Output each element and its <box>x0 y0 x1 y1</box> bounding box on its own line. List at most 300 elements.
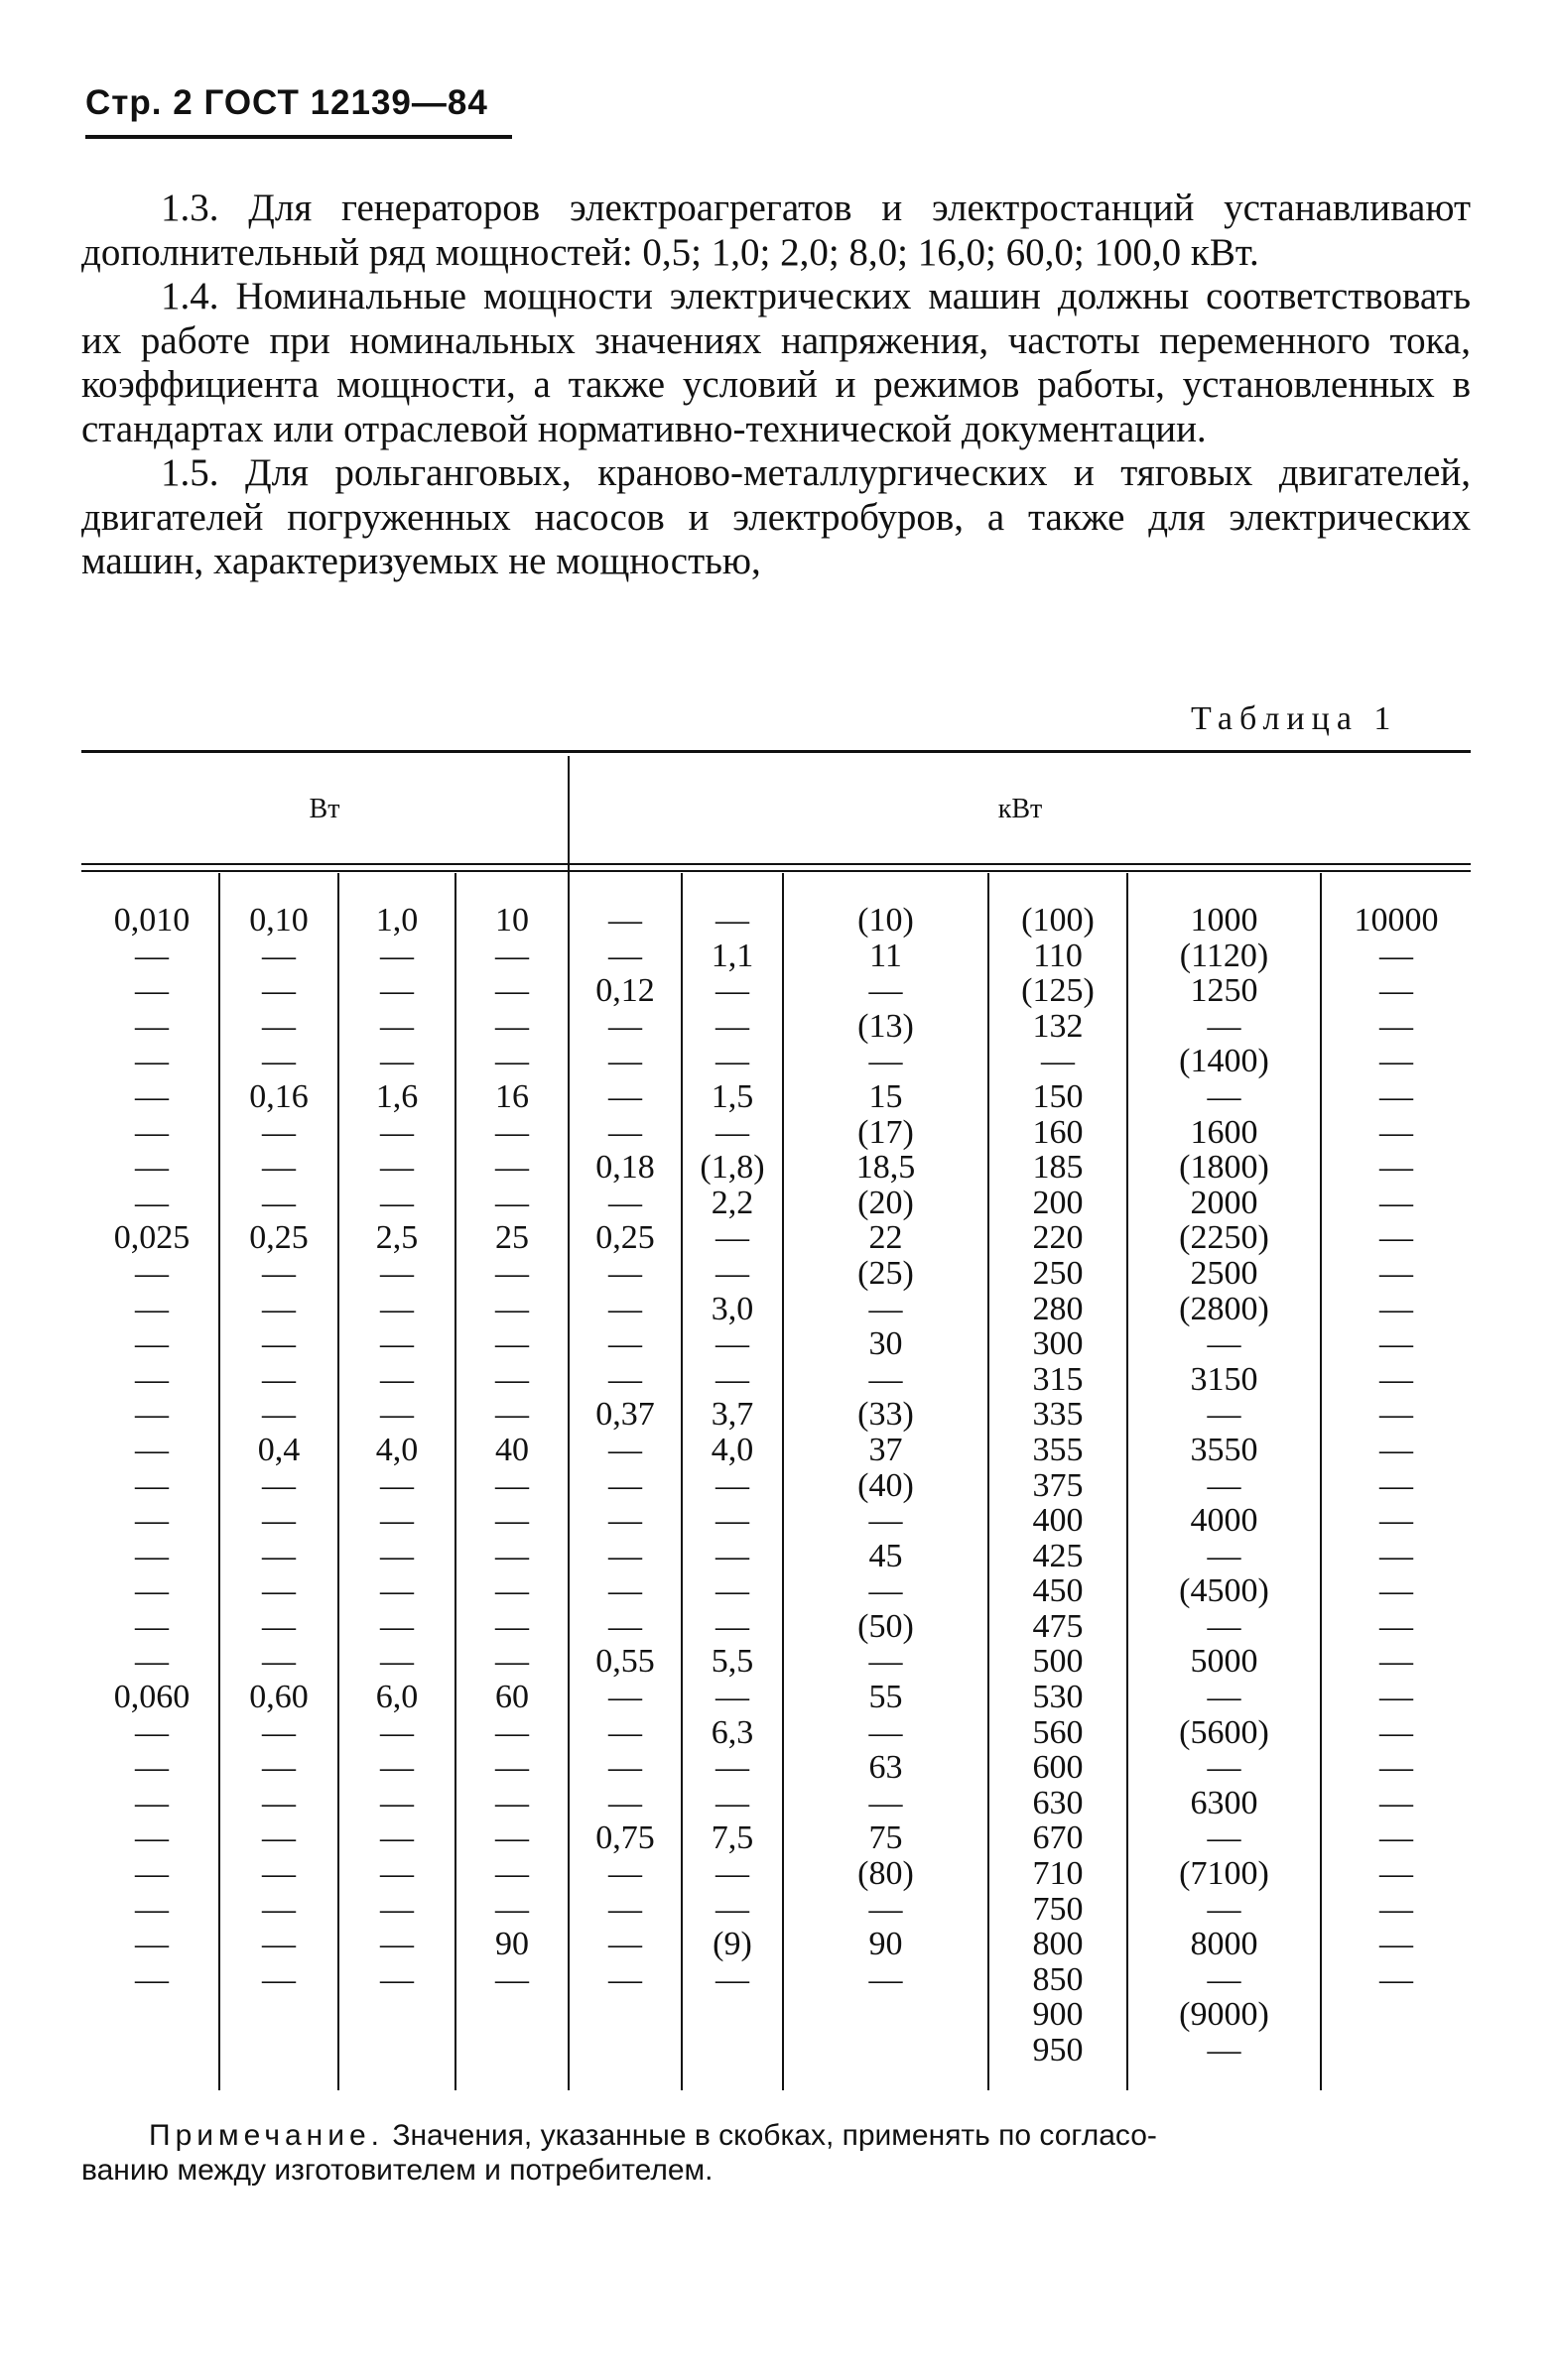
table-cell: — <box>262 1360 296 1398</box>
table-cell: — <box>380 1043 414 1080</box>
table-cell: — <box>608 1855 642 1893</box>
table-top-rule <box>81 750 1471 753</box>
table-cell: — <box>1379 1219 1413 1257</box>
table-cell: 3150 <box>1190 1360 1258 1398</box>
table-cell: — <box>495 1502 529 1540</box>
table-cell: 4000 <box>1190 1502 1258 1540</box>
table-cell: — <box>495 1713 529 1751</box>
table-cell: — <box>135 1713 169 1751</box>
table-cell: — <box>608 1502 642 1540</box>
table-cell: 0,25 <box>249 1219 309 1257</box>
table-cell: — <box>1207 1749 1241 1787</box>
table-cell: 132 <box>1032 1007 1084 1045</box>
note-text: Значения, указанные в скобках, применять по согласо- <box>392 2119 1157 2152</box>
table-cell: — <box>868 1713 903 1751</box>
table-cell: — <box>495 1643 529 1681</box>
table-cell: (1400) <box>1179 1043 1269 1080</box>
table-cell: — <box>495 1537 529 1574</box>
table-cell: 0,75 <box>595 1819 655 1857</box>
table-cell: — <box>608 937 642 974</box>
table-cell: — <box>715 1784 749 1821</box>
table-cell: — <box>262 1290 296 1327</box>
table-cell: — <box>262 1396 296 1434</box>
table-cell: — <box>868 1502 903 1540</box>
table-cell: (33) <box>857 1396 914 1434</box>
table-cell: — <box>715 1749 749 1787</box>
table-cell: 335 <box>1032 1396 1084 1434</box>
table-column-2 <box>220 903 337 1997</box>
header-rule <box>85 135 512 139</box>
table-cell: (1,8) <box>700 1149 765 1187</box>
table-cell: — <box>380 1007 414 1045</box>
table-cell: (125) <box>1021 972 1095 1010</box>
table-cell: (9000) <box>1179 1996 1269 2034</box>
table-cell: — <box>495 1960 529 1998</box>
table-cell: — <box>495 1360 529 1398</box>
body-text <box>81 187 1471 584</box>
table-column-1 <box>85 903 218 1997</box>
table-cell: 2000 <box>1190 1184 1258 1221</box>
table-cell: — <box>1379 1149 1413 1187</box>
table-cell: 160 <box>1032 1113 1084 1151</box>
table-cell: — <box>380 1466 414 1504</box>
table-cell: — <box>608 1679 642 1716</box>
table-cell: — <box>135 1607 169 1645</box>
table-cell: — <box>135 1007 169 1045</box>
table-cell: 0,37 <box>595 1396 655 1434</box>
table-cell: — <box>495 1254 529 1292</box>
table-cell: 8000 <box>1190 1926 1258 1963</box>
table-cell: — <box>715 1360 749 1398</box>
table-cell: — <box>868 1960 903 1998</box>
table-cell: — <box>380 1713 414 1751</box>
table-cell: — <box>380 937 414 974</box>
table-cell: (1800) <box>1179 1149 1269 1187</box>
table-cell: (10) <box>857 902 914 939</box>
table-cell: — <box>1379 1184 1413 1221</box>
table-cell: — <box>380 1643 414 1681</box>
table-cell: — <box>135 1077 169 1115</box>
table-cell: — <box>380 1360 414 1398</box>
table-cell: — <box>608 1749 642 1787</box>
table-cell: — <box>262 1113 296 1151</box>
table-cell: — <box>868 1572 903 1610</box>
table-column-4 <box>456 903 568 1997</box>
table-column-6 <box>683 903 782 1997</box>
table-cell: — <box>495 1572 529 1610</box>
table-cell: — <box>380 1113 414 1151</box>
table-cell: — <box>608 1431 642 1468</box>
table-cell: — <box>495 1290 529 1327</box>
table-cell: — <box>135 1290 169 1327</box>
table-cell: — <box>715 1855 749 1893</box>
table-cell: — <box>262 1184 296 1221</box>
table-cell: (13) <box>857 1007 914 1045</box>
table-cell: 7,5 <box>711 1819 754 1857</box>
table-cell: — <box>495 1890 529 1928</box>
table-cell: 0,55 <box>595 1643 655 1681</box>
table-cell: — <box>380 1184 414 1221</box>
table-cell: — <box>262 1149 296 1187</box>
table-cell: (1120) <box>1179 937 1269 974</box>
table-cell: 750 <box>1032 1890 1084 1928</box>
table-cell: — <box>495 1149 529 1187</box>
table-cell: — <box>262 1784 296 1821</box>
table-cell: — <box>1379 1396 1413 1434</box>
table-cell: 3550 <box>1190 1431 1258 1468</box>
table-cell: — <box>715 1502 749 1540</box>
table-cell: — <box>868 1643 903 1681</box>
table-cell: — <box>262 1960 296 1998</box>
page-label: Стр. 2 <box>85 83 194 122</box>
table-cell: 6,0 <box>375 1679 419 1716</box>
table-cell: — <box>135 1926 169 1963</box>
standard-number: ГОСТ 12139—84 <box>203 83 488 122</box>
table-cell: — <box>380 1960 414 1998</box>
table-cell: 1250 <box>1190 972 1258 1010</box>
table-cell: — <box>380 1572 414 1610</box>
table-cell: 0,18 <box>595 1149 655 1187</box>
table-cell: 710 <box>1032 1855 1084 1893</box>
table-cell: — <box>1207 1960 1241 1998</box>
table-cell: — <box>495 1855 529 1893</box>
table-cell: — <box>715 1043 749 1080</box>
page-header <box>85 83 488 123</box>
table-cell: — <box>1379 1043 1413 1080</box>
table-cell: — <box>495 1043 529 1080</box>
table-cell: — <box>1379 1960 1413 1998</box>
table-cell: — <box>495 1184 529 1221</box>
table-cell: 1,5 <box>711 1077 754 1115</box>
table-cell: 0,025 <box>113 1219 191 1257</box>
table-cell: — <box>608 1360 642 1398</box>
table-column-7 <box>784 903 987 1997</box>
table-cell: — <box>1379 1502 1413 1540</box>
table-cell: — <box>868 1043 903 1080</box>
table-cell: — <box>1379 1007 1413 1045</box>
table-cell: — <box>715 972 749 1010</box>
table-cell: — <box>608 1607 642 1645</box>
table-cell: — <box>608 902 642 939</box>
table-cell: 0,25 <box>595 1219 655 1257</box>
table-cell: — <box>1207 2032 1241 2068</box>
table-cell: — <box>380 1396 414 1434</box>
table-cell: 63 <box>868 1749 903 1787</box>
table-cell: 6300 <box>1190 1784 1258 1821</box>
table-cell: — <box>1207 1396 1241 1434</box>
table-cell: — <box>380 1149 414 1187</box>
table-cell: — <box>380 1749 414 1787</box>
table-cell: — <box>262 1749 296 1787</box>
table-cell: — <box>380 1819 414 1857</box>
table-cell: 500 <box>1032 1643 1084 1681</box>
table-cell: 22 <box>868 1219 903 1257</box>
table-cell: — <box>135 1502 169 1540</box>
table-cell: — <box>135 937 169 974</box>
table-cell: — <box>608 1254 642 1292</box>
table-cell: 355 <box>1032 1431 1084 1468</box>
table-column-5 <box>570 903 681 1997</box>
table-cell: — <box>715 1607 749 1645</box>
table-cell: — <box>495 1466 529 1504</box>
header-watts: Вт <box>309 794 340 824</box>
table-cell: — <box>608 1290 642 1327</box>
table-cell: 0,4 <box>257 1431 301 1468</box>
table-cell: — <box>380 1537 414 1574</box>
table-column-9 <box>1128 903 1320 2068</box>
table-cell: — <box>1041 1043 1075 1080</box>
table-cell: — <box>135 1043 169 1080</box>
table-cell: 2,5 <box>375 1219 419 1257</box>
table-cell: 11 <box>869 937 902 974</box>
table-cell: — <box>868 1360 903 1398</box>
table-cell: — <box>262 1713 296 1751</box>
table-cell: 5000 <box>1190 1643 1258 1681</box>
table-cell: 185 <box>1032 1149 1084 1187</box>
table-cell: (100) <box>1021 902 1095 939</box>
table-cell: 400 <box>1032 1502 1084 1540</box>
table-cell: — <box>1379 1360 1413 1398</box>
table-cell: — <box>1379 937 1413 974</box>
table-cell: — <box>135 972 169 1010</box>
table-cell: — <box>262 1007 296 1045</box>
table-cell: — <box>1379 1855 1413 1893</box>
table-cell: (7100) <box>1179 1855 1269 1893</box>
table-cell: — <box>495 1607 529 1645</box>
table-cell: — <box>262 1325 296 1363</box>
table-cell: — <box>135 1149 169 1187</box>
table-cell: 16 <box>495 1077 529 1115</box>
table-cell: — <box>608 1713 642 1751</box>
table-cell: 315 <box>1032 1360 1084 1398</box>
table-cell: — <box>135 1855 169 1893</box>
table-cell: 45 <box>868 1537 903 1574</box>
table-cell: — <box>380 1607 414 1645</box>
table-cell: — <box>868 1890 903 1928</box>
table-cell: — <box>135 1184 169 1221</box>
table-cell: 1,0 <box>375 902 419 939</box>
table-cell: — <box>135 1254 169 1292</box>
table-cell: 530 <box>1032 1679 1084 1716</box>
table-cell: 670 <box>1032 1819 1084 1857</box>
table-cell: — <box>495 1749 529 1787</box>
table-cell: — <box>1207 1325 1241 1363</box>
table-cell: — <box>1379 1749 1413 1787</box>
table-cell: 15 <box>868 1077 903 1115</box>
table-cell: — <box>495 1819 529 1857</box>
table-cell: 4,0 <box>711 1431 754 1468</box>
table-cell: (80) <box>857 1855 914 1893</box>
table-cell: — <box>380 1290 414 1327</box>
table-cell: — <box>262 1043 296 1080</box>
table-cell: — <box>608 1043 642 1080</box>
table-cell: — <box>1379 972 1413 1010</box>
table-cell: 0,010 <box>113 902 191 939</box>
table-cell: — <box>380 972 414 1010</box>
table-cell: — <box>135 1890 169 1928</box>
table-cell: — <box>1207 1607 1241 1645</box>
table-cell: 1600 <box>1190 1113 1258 1151</box>
table-cell: — <box>262 972 296 1010</box>
table-cell: 18,5 <box>855 1149 916 1187</box>
table-cell: 475 <box>1032 1607 1084 1645</box>
table-cell: — <box>1379 1572 1413 1610</box>
table-cell: — <box>135 1749 169 1787</box>
table-cell: (5600) <box>1179 1713 1269 1751</box>
table-cell: 2,2 <box>711 1184 754 1221</box>
table-cell: 0,12 <box>595 972 655 1010</box>
table-cell: — <box>495 1113 529 1151</box>
table-cell: 2500 <box>1190 1254 1258 1292</box>
table-cell: 30 <box>868 1325 903 1363</box>
table-cell: 150 <box>1032 1077 1084 1115</box>
table-cell: 0,16 <box>249 1077 309 1115</box>
table-header-rule-2 <box>81 870 1471 872</box>
table-cell: — <box>715 1960 749 1998</box>
table-cell: — <box>262 1466 296 1504</box>
table-cell: 110 <box>1033 937 1083 974</box>
table-cell: — <box>380 1855 414 1893</box>
table-cell: — <box>715 1007 749 1045</box>
table-cell: — <box>1379 1113 1413 1151</box>
table-cell: — <box>715 1113 749 1151</box>
table-cell: — <box>135 1784 169 1821</box>
table-cell: 55 <box>868 1679 903 1716</box>
table-cell: — <box>262 1926 296 1963</box>
table-cell: — <box>262 937 296 974</box>
table-cell: (17) <box>857 1113 914 1151</box>
table-cell: — <box>135 1819 169 1857</box>
table-cell: — <box>1207 1679 1241 1716</box>
table-cell: — <box>715 1466 749 1504</box>
table-cell: 220 <box>1032 1219 1084 1257</box>
table-column-10 <box>1322 903 1471 1997</box>
table-cell: 425 <box>1032 1537 1084 1574</box>
table-cell: 1000 <box>1190 902 1258 939</box>
table-cell: — <box>262 1254 296 1292</box>
table-cell: — <box>1379 1537 1413 1574</box>
table-cell: 560 <box>1032 1713 1084 1751</box>
table-cell: — <box>262 1890 296 1928</box>
table-cell: — <box>1379 1819 1413 1857</box>
table-cell: — <box>608 1537 642 1574</box>
table-cell: — <box>608 1466 642 1504</box>
table-cell: 375 <box>1032 1466 1084 1504</box>
table-cell: — <box>135 1431 169 1468</box>
table-cell: — <box>608 1890 642 1928</box>
table-cell: 900 <box>1032 1996 1084 2034</box>
table-cell: 250 <box>1032 1254 1084 1292</box>
table-cell: — <box>608 1325 642 1363</box>
table-cell: — <box>262 1572 296 1610</box>
table-cell: 0,10 <box>249 902 309 939</box>
table-column-3 <box>339 903 455 1997</box>
table-cell: 40 <box>495 1431 529 1468</box>
note-lead: Примечание. <box>149 2119 384 2152</box>
table-cell: — <box>1379 1926 1413 1963</box>
table-cell: (50) <box>857 1607 914 1645</box>
table-cell: — <box>1379 1890 1413 1928</box>
table-cell: — <box>608 1960 642 1998</box>
table-cell: — <box>135 1360 169 1398</box>
table-cell: — <box>608 1572 642 1610</box>
table-cell: — <box>1379 1254 1413 1292</box>
table-cell: 1,6 <box>375 1077 419 1115</box>
paragraph-1-4: 1.4. Номинальные мощности электрических машин должны соответствовать их работе при номинальных значениях напряжения, частоты переменного тока, коэффициента мощности, а также условий и режимов работы, установленных в стандартах или отраслевой нормативно-технической документации. <box>81 275 1471 450</box>
table-cell: 10000 <box>1354 902 1439 939</box>
table-cell: — <box>262 1537 296 1574</box>
table-cell: — <box>135 1466 169 1504</box>
table-cell: 200 <box>1032 1184 1084 1221</box>
table-cell: — <box>1379 1713 1413 1751</box>
table-cell: 75 <box>868 1819 903 1857</box>
table-cell: — <box>868 1784 903 1821</box>
table-cell: — <box>608 1007 642 1045</box>
table-cell: 850 <box>1032 1960 1084 1998</box>
table-cell: — <box>380 1502 414 1540</box>
paragraph-1-5: 1.5. Для рольганговых, краново-металлургических и тяговых двигателей, двигателей погруженных насосов и электробуров, а также для электрических машин, характеризуемых не мощностью, <box>81 451 1471 582</box>
table-cell: 280 <box>1032 1290 1084 1327</box>
table-cell: 300 <box>1032 1325 1084 1363</box>
table-column-8 <box>989 903 1126 2068</box>
table-cell: 60 <box>495 1679 529 1716</box>
table-cell: (4500) <box>1179 1572 1269 1610</box>
table-cell: — <box>135 1537 169 1574</box>
table-cell: — <box>1379 1077 1413 1115</box>
table-cell: — <box>715 1679 749 1716</box>
table-cell: (40) <box>857 1466 914 1504</box>
table-cell: 450 <box>1032 1572 1084 1610</box>
table-cell: — <box>608 1113 642 1151</box>
table-cell: — <box>135 1643 169 1681</box>
table-cell: — <box>715 902 749 939</box>
table-cell: — <box>1207 1890 1241 1928</box>
table-cell: 630 <box>1032 1784 1084 1821</box>
table-cell: (2250) <box>1179 1219 1269 1257</box>
table-cell: 10 <box>495 902 529 939</box>
table-cell: — <box>608 1184 642 1221</box>
table-cell: 800 <box>1032 1926 1084 1963</box>
table-cell: — <box>262 1607 296 1645</box>
note-continuation: ванию между изготовителем и потребителем. <box>81 2154 714 2187</box>
table-cell: — <box>262 1502 296 1540</box>
table-cell: 5,5 <box>711 1643 754 1681</box>
table-cell: 600 <box>1032 1749 1084 1787</box>
table-cell: — <box>495 1007 529 1045</box>
table-cell: — <box>135 1325 169 1363</box>
table-cell: — <box>608 1784 642 1821</box>
table-cell: — <box>715 1572 749 1610</box>
table-cell: 0,060 <box>113 1679 191 1716</box>
paragraph-1-3: 1.3. Для генераторов электроагрегатов и электростанций устанавливают дополнительный ряд мощностей: 0,5; 1,0; 2,0; 8,0; 16,0; 60,0; 100,0 кВт. <box>81 187 1471 274</box>
table-cell: — <box>135 1960 169 1998</box>
table-cell: (25) <box>857 1254 914 1292</box>
table-cell: — <box>495 972 529 1010</box>
table-cell: — <box>868 1290 903 1327</box>
table-cell: — <box>1379 1607 1413 1645</box>
table-cell: — <box>1379 1290 1413 1327</box>
table-cell: — <box>1379 1431 1413 1468</box>
table-header-rule-1 <box>81 863 1471 865</box>
table-cell: — <box>1379 1643 1413 1681</box>
table-cell: 25 <box>495 1219 529 1257</box>
table-cell: — <box>135 1113 169 1151</box>
table-cell: — <box>715 1219 749 1257</box>
table-cell: — <box>380 1784 414 1821</box>
table-cell: 90 <box>868 1926 903 1963</box>
table-cell: — <box>495 937 529 974</box>
table-cell: — <box>715 1890 749 1928</box>
